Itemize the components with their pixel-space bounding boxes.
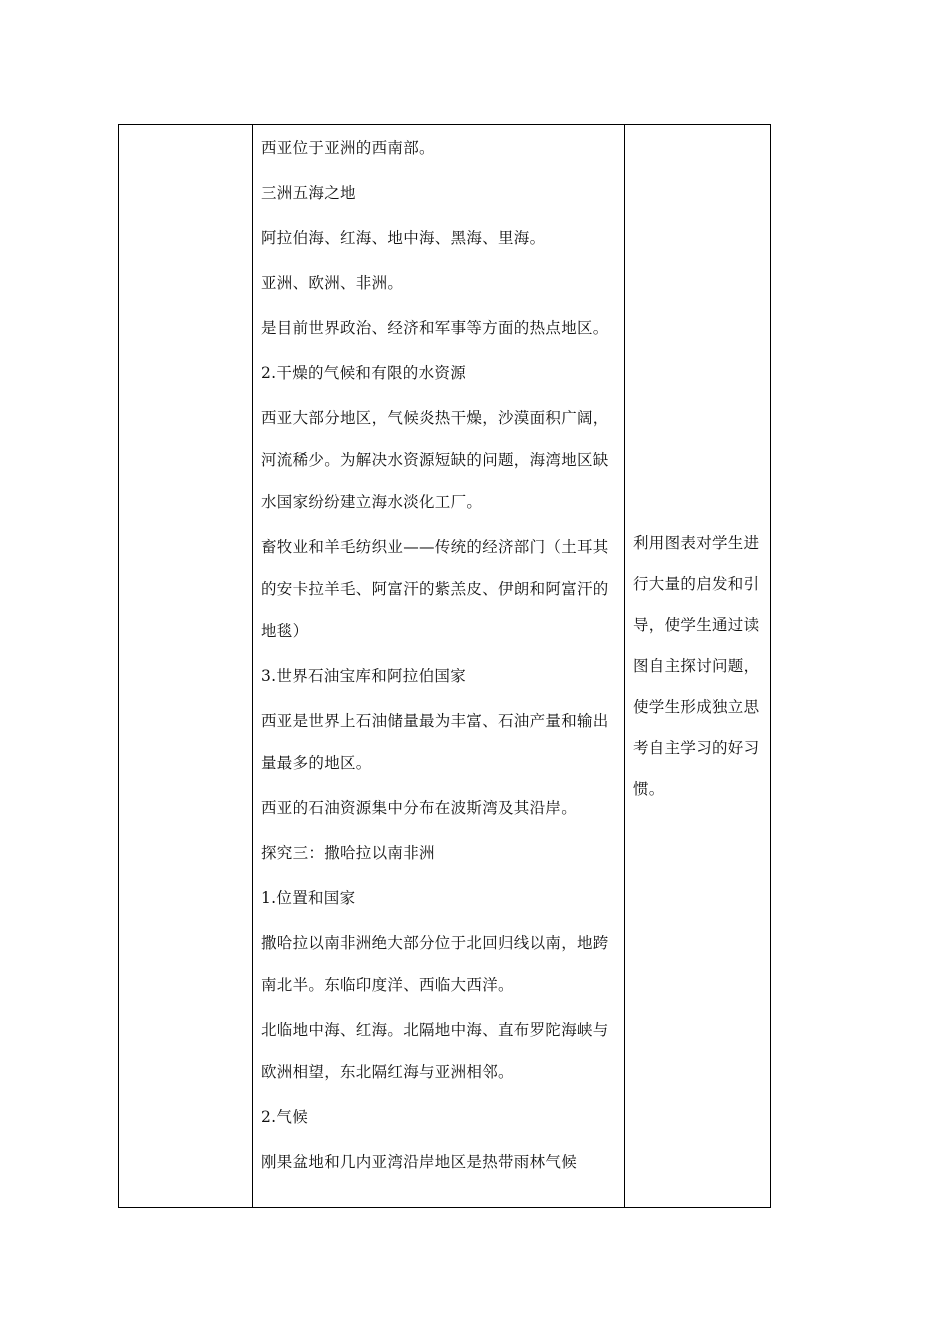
content-paragraph: 刚果盆地和几内亚湾沿岸地区是热带雨林气候 [261,1153,578,1171]
section-heading: 2.气候 [261,1108,308,1126]
content-paragraph: 是目前世界政治、经济和军事等方面的热点地区。 [261,319,609,337]
content-paragraph: 畜牧业和羊毛纺织业——传统的经济部门（土耳其的安卡拉羊毛、阿富汗的紫羔皮、伊朗和阿富汗的地毯） [261,538,609,640]
table-row [119,125,771,1208]
content-cell [253,125,625,1208]
lesson-plan-table [118,124,771,1208]
content-paragraph: 西亚大部分地区，气候炎热干燥，沙漠面积广阔，河流稀少。为解决水资源短缺的问题，海湾地区缺水国家纷纷建立海水淡化工厂。 [261,409,609,511]
section-heading: 2.干燥的气候和有限的水资源 [261,364,466,382]
content-paragraph: 西亚位于亚洲的西南部。 [261,139,435,157]
section-heading: 3.世界石油宝库和阿拉伯国家 [261,667,466,685]
design-note-cell [625,125,771,1208]
section-heading: 1.位置和国家 [261,889,356,907]
content-paragraph: 西亚是世界上石油储量最为丰富、石油产量和输出量最多的地区。 [261,712,609,772]
content-paragraph: 三洲五海之地 [261,184,356,202]
left-cell [119,125,253,1208]
content-paragraph: 撒哈拉以南非洲绝大部分位于北回归线以南，地跨南北半。东临印度洋、西临大西洋。 [261,934,609,994]
content-paragraph: 阿拉伯海、红海、地中海、黑海、里海。 [261,229,546,247]
section-heading: 探究三：撒哈拉以南非洲 [261,844,435,862]
content-paragraph: 西亚的石油资源集中分布在波斯湾及其沿岸。 [261,799,578,817]
content-paragraph: 北临地中海、红海。北隔地中海、直布罗陀海峡与欧洲相望，东北隔红海与亚洲相邻。 [261,1021,609,1081]
content-paragraph: 亚洲、欧洲、非洲。 [261,274,404,292]
design-note: 利用图表对学生进行大量的启发和引导，使学生通过读图自主探讨问题，使学生形成独立思考自主学习的好习惯。 [633,533,760,798]
